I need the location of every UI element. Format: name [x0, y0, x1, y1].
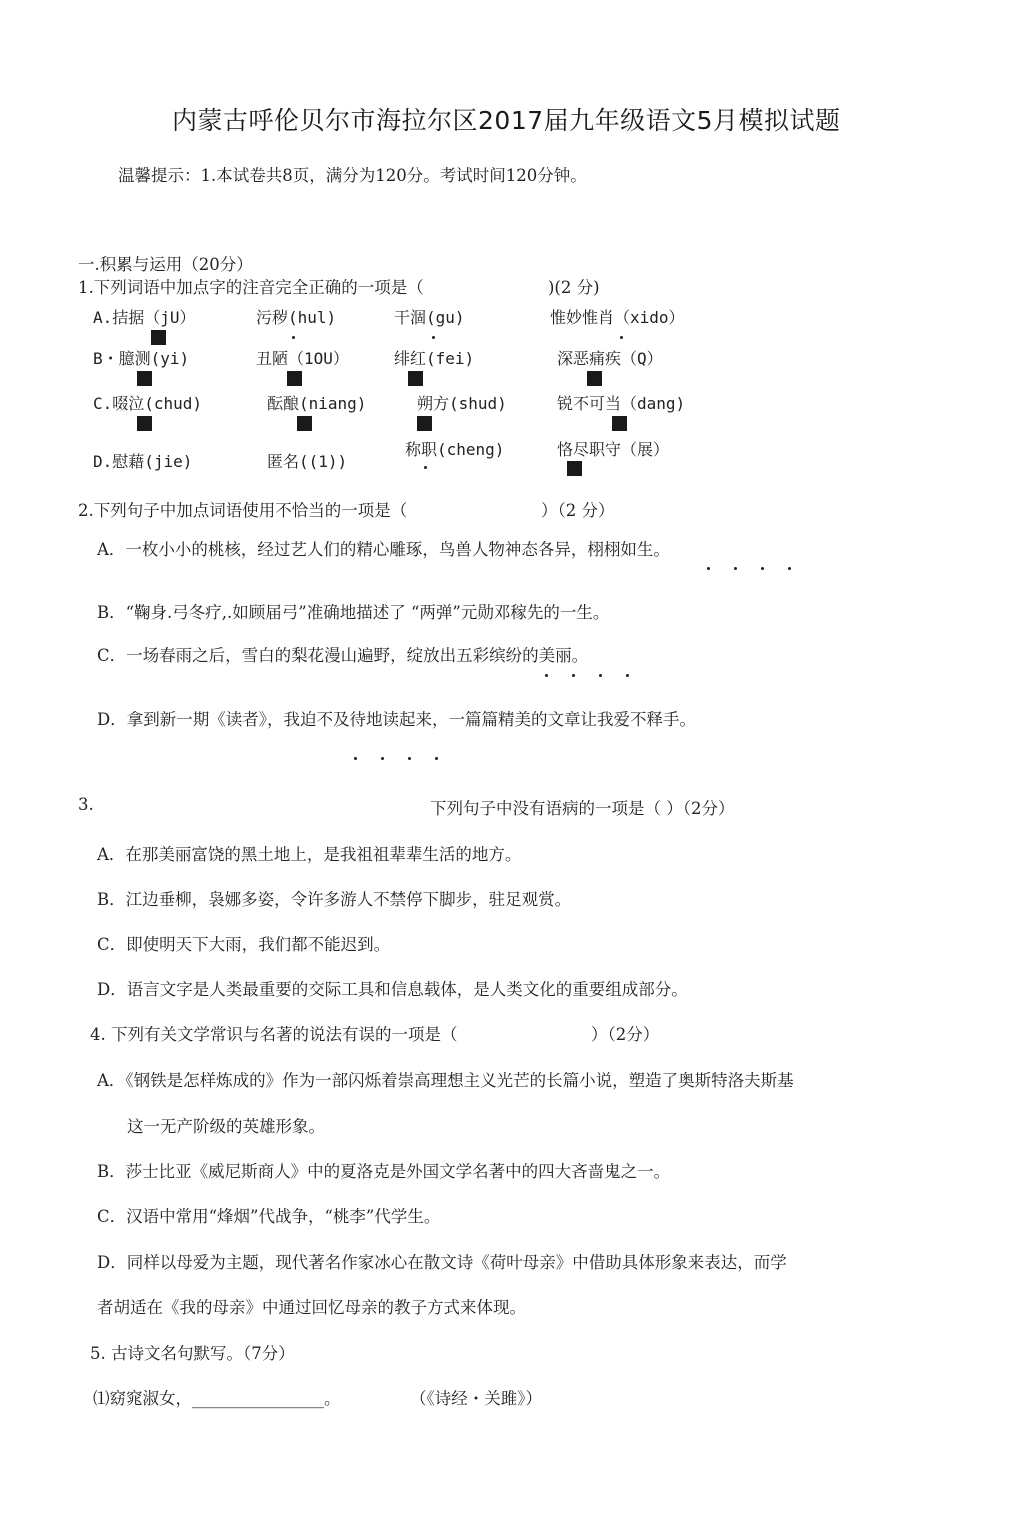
emphasis-dot-mark — [707, 567, 710, 570]
emphasis-square-mark — [297, 416, 312, 431]
emphasis-square-mark — [408, 371, 423, 386]
emphasis-dot-mark — [435, 757, 438, 760]
emphasis-square-mark — [287, 371, 302, 386]
emphasis-square-mark — [587, 371, 602, 386]
q3-option-d: D．语言文字是人类最重要的交际工具和信息载体，是人类文化的重要组成部分。 — [97, 980, 688, 999]
q4-option-d-line2: 者胡适在《我的母亲》中通过回忆母亲的教子方式来体现。 — [97, 1298, 526, 1317]
q1-option-b-3: 绯红(fei) — [394, 349, 475, 368]
q2-option-c: C．一场春雨之后，雪白的梨花漫山遍野，绽放出五彩缤纷的美丽。 — [97, 646, 589, 665]
question-4-stem: 4. 下列有关文学常识与名著的说法有误的一项是（ — [90, 1025, 458, 1044]
emphasis-square-mark — [417, 416, 432, 431]
question-3-stem: 下列句子中没有语病的一项是（ ）（2分） — [430, 799, 735, 818]
exam-tip: 温馨提示：1.本试卷共8页，满分为120分。考试时间120分钟。 — [118, 166, 587, 185]
question-4-score: ）（2分） — [591, 1025, 660, 1044]
section-heading: 一.积累与运用（20分） — [78, 255, 253, 274]
emphasis-square-mark — [612, 416, 627, 431]
emphasis-square-mark — [567, 461, 582, 476]
q5-item-1: ⑴窈窕淑女，________________。 — [93, 1389, 341, 1408]
question-1-score: )(2 分) — [548, 278, 600, 297]
emphasis-dot-mark — [292, 336, 295, 339]
emphasis-dot-mark — [788, 567, 791, 570]
q1-option-c-2: 酝酿(niang) — [267, 394, 367, 413]
q1-option-c-1: C.啜泣(chud) — [93, 394, 203, 413]
emphasis-square-mark — [137, 371, 152, 386]
emphasis-dot-mark — [626, 674, 629, 677]
emphasis-dot-mark — [381, 757, 384, 760]
emphasis-dot-mark — [424, 466, 427, 469]
q5-item-1-source: （《诗经・关雎》） — [410, 1389, 542, 1408]
q1-option-b-1: B・臆测(yi) — [93, 349, 190, 368]
emphasis-dot-mark — [432, 336, 435, 339]
question-2-score: ）（2 分） — [541, 501, 615, 520]
emphasis-dot-mark — [620, 336, 623, 339]
q4-option-c: C．汉语中常用“烽烟”代战争，“桃李”代学生。 — [97, 1207, 441, 1226]
q2-option-a: A．一枚小小的桃核，经过艺人们的精心雕琢，鸟兽人物神态各异，栩栩如生。 — [97, 540, 670, 559]
q1-option-c-3: 朔方(shud) — [417, 394, 507, 413]
page-title: 内蒙古呼伦贝尔市海拉尔区2017届九年级语文5月模拟试题 — [172, 106, 841, 135]
q1-option-d-2: 匿名((1)) — [267, 452, 348, 471]
q4-option-a-line1: A．《钢铁是怎样炼成的》作为一部闪烁着崇高理想主义光芒的长篇小说，塑造了奥斯特洛夫斯基 — [97, 1071, 794, 1090]
question-3-number: 3. — [78, 795, 94, 814]
q1-option-a-4: 惟妙惟肖（xido） — [550, 308, 685, 327]
question-5-stem: 5. 古诗文名句默写。（7分） — [90, 1344, 295, 1363]
q1-option-d-1: D.慰藉(jie) — [93, 452, 193, 471]
q3-option-c: C．即使明天下大雨，我们都不能迟到。 — [97, 935, 391, 954]
emphasis-square-mark — [151, 330, 166, 345]
emphasis-dot-mark — [734, 567, 737, 570]
q1-option-a-3: 干涸(gu) — [394, 308, 465, 327]
question-2-stem: 2.下列句子中加点词语使用不恰当的一项是（ — [78, 501, 408, 520]
emphasis-square-mark — [137, 416, 152, 431]
q4-option-b: B．莎士比亚《威尼斯商人》中的夏洛克是外国文学名著中的四大吝啬鬼之一。 — [97, 1162, 671, 1181]
q1-option-b-2: 丑陋（1OU） — [256, 349, 349, 368]
q3-option-a: A．在那美丽富饶的黑土地上，是我祖祖辈辈生活的地方。 — [97, 845, 522, 864]
q1-option-c-4: 锐不可当（dang) — [557, 394, 686, 413]
q2-option-b: B．“鞠身.弓冬疗,.如顾届弓”准确地描述了 “两弹”元勋邓稼先的一生。 — [97, 603, 610, 622]
emphasis-dot-mark — [408, 757, 411, 760]
emphasis-dot-mark — [545, 674, 548, 677]
q1-option-b-4: 深恶痛疾（Q） — [557, 349, 663, 368]
q1-option-d-3: 称职(cheng) — [405, 440, 505, 459]
q3-option-b: B．江边垂柳，袅娜多姿，令许多游人不禁停下脚步，驻足观赏。 — [97, 890, 572, 909]
q4-option-d-line1: D．同样以母爱为主题，现代著名作家冰心在散文诗《荷叶母亲》中借助具体形象来表达，而学 — [97, 1253, 787, 1272]
q1-option-a-2: 污秽(hul) — [256, 308, 337, 327]
emphasis-dot-mark — [761, 567, 764, 570]
q1-option-a-1: A.拮据（jU） — [93, 308, 196, 327]
emphasis-dot-mark — [572, 674, 575, 677]
emphasis-dot-mark — [354, 757, 357, 760]
emphasis-dot-mark — [599, 674, 602, 677]
q1-option-d-4: 恪尽职守（展） — [557, 440, 670, 459]
question-1-stem: 1.下列词语中加点字的注音完全正确的一项是（ — [78, 278, 424, 297]
q2-option-d: D．拿到新一期《读者》，我迫不及待地读起来，一篇篇精美的文章让我爱不释手。 — [97, 710, 696, 729]
q4-option-a-line2: 这一无产阶级的英雄形象。 — [127, 1117, 325, 1136]
